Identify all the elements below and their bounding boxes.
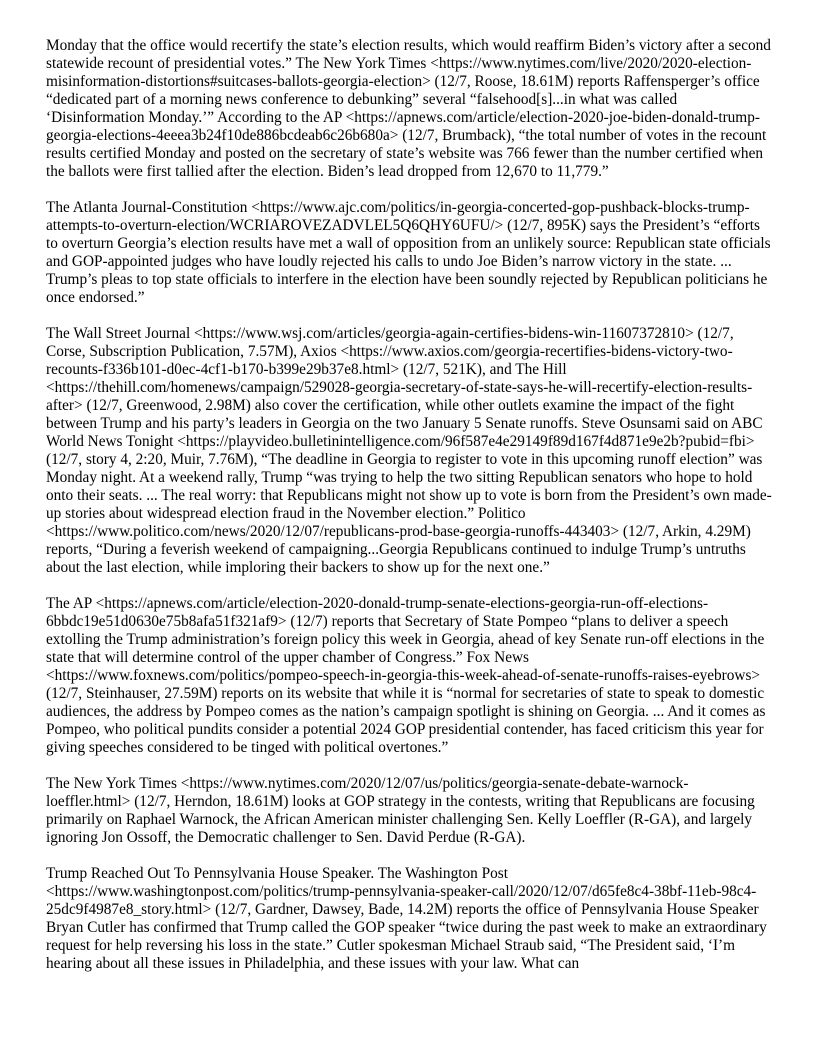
paragraph-pennsylvania-speaker: Trump Reached Out To Pennsylvania House Speaker. The Washington Post <https://www.washingtonpost.com/politics/trump-pennsylvania-speaker-call/2020/12/07/d65fe8c4-38bf-11eb-98c4-25dc9f4987e8_story.html> (12/7, Gardner, Dawsey, Bade, 14.2M) reports the office of Pennsylvania House Speaker Bryan Cutler has confirmed that Trump called the GOP speaker “twice during the past week to make an extraordinary request for help reversing his loss in the state.” Cutler spokesman Michael Straub said, “The President said, ‘I’m hearing about all these issues in Philadelphia, and these issues with your law. What can [46, 865, 767, 972]
paragraph-certification-coverage: The Wall Street Journal <https://www.wsj.com/articles/georgia-again-certifies-bidens-win-11607372810> (12/7, Corse, Subscription Publication, 7.57M), Axios <https://www.axios.com/georgia-recertifies-bidens-victory-two-recounts-f336b101-d0ec-4cf1-b170-b399e29b37e8.html> (12/7, 521K), and The Hill <https://thehill.com/homenews/campaign/529028-georgia-secretary-of-state-says-he-will-recertify-election-results-after> (12/7, Greenwood, 2.98M) also cover the certification, while other outlets examine the impact of the fight between Trump and his party’s leaders in Georgia on the two January 5 Senate runoffs. Steve Osunsami said on ABC World News Tonight <https://playvideo.bulletinintelligence.com/96f587e4e29149f89d167f4d871e9e2b?pubid=fbi> (12/7, story 4, 2:20, Muir, 7.76M), “The deadline in Georgia to register to vote in this upcoming runoff election” was Monday night. At a weekend rally, Trump “was trying to help the two sitting Republican senators who hope to hold onto their seats. ... The real worry: that Republicans might not show up to vote is born from the President’s own made-up stories about widespread election fraud in the November election.” Politico <https://www.politico.com/news/2020/12/07/republicans-prod-base-georgia-runoffs-443403> (12/7, Arkin, 4.29M) reports, “During a feverish weekend of campaigning...Georgia Republicans continued to indulge Trump’s untruths about the last election, while imploring their backers to show up for the next one.” [46, 325, 772, 576]
paragraph-georgia-recertification: Monday that the office would recertify the state’s election results, which would reaffirm Biden’s victory after a second statewide recount of presidential votes.” The New York Times <https://www.nytimes.com/live/2020/2020-election-misinformation-distortions#suitcases-ballots-georgia-election> (12/7, Roose, 18.61M) reports Raffensperger’s office “dedicated part of a morning news conference to debunking” several “falsehood[s]...in what was called ‘Disinformation Monday.’” According to the AP <https://apnews.com/article/election-2020-joe-biden-donald-trump-georgia-elections-4eeea3b24f10de886bcdeab6c26b680a> (12/7, Brumback), “the total number of votes in the recount results certified Monday and posted on the secretary of state’s website was 766 fewer than the number certified when the ballots were first tallied after the election. Biden’s lead dropped from 12,670 to 11,779.” [46, 37, 771, 180]
document-page [46, 37, 772, 973]
paragraph-pompeo-speech: The AP <https://apnews.com/article/election-2020-donald-trump-senate-elections-georgia-run-off-elections-6bbdc19e51d0630e75b8afa51f321af9> (12/7) reports that Secretary of State Pompeo “plans to deliver a speech extolling the Trump administration’s foreign policy this week in Georgia, ahead of key Senate run-off elections in the state that will determine control of the upper chamber of Congress.” Fox News <https://www.foxnews.com/politics/pompeo-speech-in-georgia-this-week-ahead-of-senate-runoffs-raises-eyebrows> (12/7, Steinhauser, 27.59M) reports on its website that while it is “normal for secretaries of state to speak to domestic audiences, the address by Pompeo comes as the nation’s campaign spotlight is shining on Georgia. ... And it comes as Pompeo, who political pundits consider a potential 2024 GOP presidential contender, has faced criticism this year for giving speeches considered to be tinged with political overtones.” [46, 595, 766, 756]
paragraph-gop-strategy: The New York Times <https://www.nytimes.com/2020/12/07/us/politics/georgia-senate-debate-warnock-loeffler.html> (12/7, Herndon, 18.61M) looks at GOP strategy in the contests, writing that Republicans are focusing primarily on Raphael Warnock, the African American minister challenging Sen. Kelly Loeffler (R-GA), and largely ignoring Jon Ossoff, the Democratic challenger to Sen. David Perdue (R-GA). [46, 775, 755, 846]
paragraph-ajc-opposition: The Atlanta Journal-Constitution <https://www.ajc.com/politics/in-georgia-concerted-gop-pushback-blocks-trump-attempts-to-overturn-election/WCRIAROVEZADVLEL5Q6QHY6UFU/> (12/7, 895K) says the President’s “efforts to overturn Georgia’s election results have met a wall of opposition from an unlikely source: Republican state officials and GOP-appointed judges who have loudly rejected his calls to undo Joe Biden’s narrow victory in the state. ... Trump’s pleas to top state officials to interfere in the election have been soundly rejected by Republican politicians he once endorsed.” [46, 199, 771, 306]
